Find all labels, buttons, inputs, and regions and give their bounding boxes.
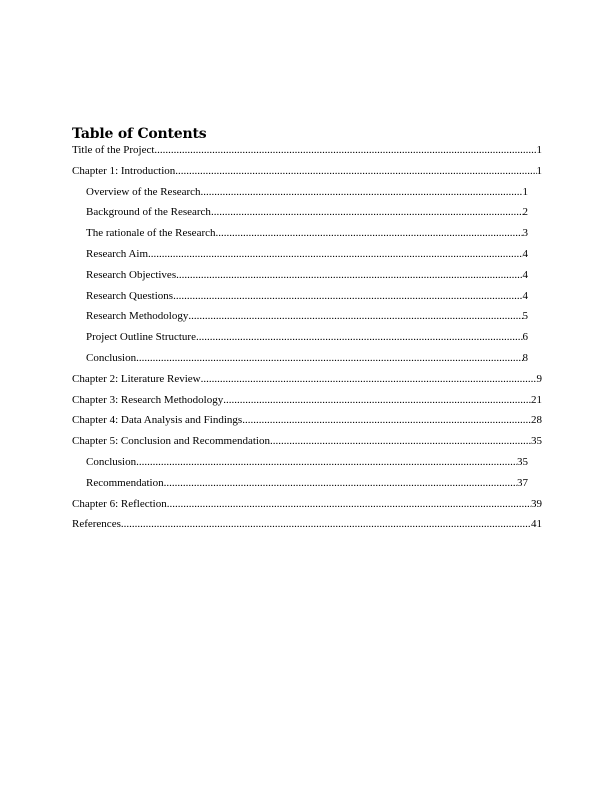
- toc-entry-label: The rationale of the Research: [86, 227, 216, 240]
- toc-entry-page-number: 37: [517, 476, 528, 489]
- toc-dot-leader: [196, 331, 523, 344]
- toc-entry[interactable]: [72, 477, 542, 490]
- toc-entry-list: [72, 144, 542, 531]
- toc-dot-leader: [121, 518, 531, 531]
- toc-entry[interactable]: [72, 414, 542, 427]
- toc-dot-leader: [223, 394, 531, 407]
- toc-entry-label: Research Aim: [86, 247, 149, 260]
- toc-entry-label: Chapter 4: Data Analysis and Findings: [72, 414, 243, 427]
- toc-entry-label: Recommendation: [86, 476, 164, 489]
- toc-title: Table of Contents: [72, 126, 207, 142]
- toc-entry[interactable]: [72, 373, 542, 386]
- toc-dot-leader: [154, 144, 536, 157]
- toc-dot-leader: [148, 248, 522, 261]
- toc-entry-label: Research Objectives: [86, 268, 177, 281]
- toc-entry-page-number: 41: [531, 518, 542, 531]
- toc-dot-leader: [242, 414, 531, 427]
- toc-dot-leader: [201, 373, 537, 386]
- toc-entry-label: Conclusion: [86, 351, 137, 364]
- toc-entry-label: References: [72, 518, 121, 531]
- toc-entry[interactable]: [72, 206, 542, 219]
- toc-entry-label: Chapter 5: Conclusion and Recommendation: [72, 435, 270, 448]
- toc-entry[interactable]: [72, 144, 542, 157]
- toc-entry-page-number: 8: [522, 351, 528, 364]
- toc-entry[interactable]: [72, 165, 542, 178]
- toc-dot-leader: [211, 206, 523, 219]
- table-of-contents: [72, 124, 542, 539]
- toc-dot-leader: [164, 477, 517, 490]
- toc-entry-page-number: 5: [522, 310, 528, 323]
- toc-entry[interactable]: [72, 456, 542, 469]
- toc-entry-label: Research Methodology: [86, 310, 189, 323]
- toc-entry[interactable]: [72, 498, 542, 511]
- toc-entry-label: Chapter 2: Literature Review: [72, 372, 201, 385]
- toc-entry-label: Chapter 3: Research Methodology: [72, 393, 224, 406]
- toc-entry-page-number: 4: [522, 289, 528, 302]
- toc-entry-page-number: 28: [531, 414, 542, 427]
- toc-entry-page-number: 9: [536, 372, 542, 385]
- toc-entry[interactable]: [72, 186, 542, 199]
- toc-entry-label: Chapter 6: Reflection: [72, 497, 167, 510]
- toc-dot-leader: [175, 165, 536, 178]
- toc-entry[interactable]: [72, 435, 542, 448]
- toc-entry[interactable]: [72, 331, 542, 344]
- toc-entry-label: Title of the Project: [72, 144, 155, 156]
- toc-entry-page-number: 1: [536, 164, 542, 177]
- toc-dot-leader: [173, 290, 522, 303]
- toc-entry[interactable]: [72, 269, 542, 282]
- toc-entry-label: Background of the Research: [86, 206, 211, 219]
- toc-entry[interactable]: [72, 518, 542, 531]
- toc-dot-leader: [136, 456, 517, 469]
- toc-entry[interactable]: [72, 310, 542, 323]
- toc-entry-page-number: 35: [517, 455, 528, 468]
- toc-entry-label: Overview of the Research: [86, 185, 201, 198]
- toc-dot-leader: [216, 227, 523, 240]
- toc-entry-page-number: 1: [522, 185, 528, 198]
- toc-entry-page-number: 4: [522, 268, 528, 281]
- toc-dot-leader: [201, 186, 523, 199]
- toc-dot-leader: [188, 310, 522, 323]
- toc-entry-page-number: 3: [522, 227, 528, 240]
- toc-dot-leader: [167, 498, 531, 511]
- toc-dot-leader: [270, 435, 531, 448]
- toc-entry-page-number: 4: [522, 247, 528, 260]
- toc-entry[interactable]: [72, 290, 542, 303]
- toc-entry-label: Project Outline Structure: [86, 331, 196, 344]
- toc-entry-label: Conclusion: [86, 455, 137, 468]
- toc-entry[interactable]: [72, 394, 542, 407]
- toc-entry-page-number: 1: [536, 144, 542, 156]
- toc-entry-label: Research Questions: [86, 289, 174, 302]
- toc-dot-leader: [176, 269, 522, 282]
- toc-entry[interactable]: [72, 227, 542, 240]
- toc-entry-page-number: 21: [531, 393, 542, 406]
- toc-entry-page-number: 2: [522, 206, 528, 219]
- toc-entry[interactable]: [72, 248, 542, 261]
- toc-entry[interactable]: [72, 352, 542, 365]
- toc-entry-page-number: 39: [531, 497, 542, 510]
- toc-entry-page-number: 6: [522, 331, 528, 344]
- toc-entry-label: Chapter 1: Introduction: [72, 164, 176, 177]
- toc-dot-leader: [136, 352, 522, 365]
- toc-entry-page-number: 35: [531, 435, 542, 448]
